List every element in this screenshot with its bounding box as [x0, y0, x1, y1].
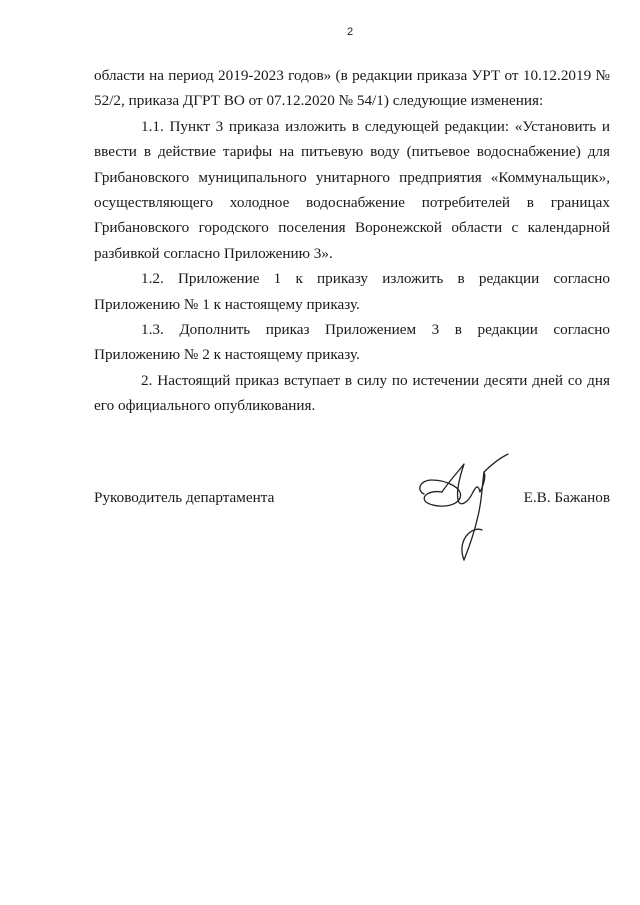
page-number: 2 — [346, 26, 354, 38]
paragraph-intro: области на период 2019-2023 годов» (в редакции приказа УРТ от 10.12.2019 № 52/2, приказа ДГРТ ВО от 07.12.2020 № 54/1) следующие изменения: — [94, 67, 610, 110]
handwritten-signature — [412, 450, 522, 575]
paragraph-1-2: 1.2. Приложение 1 к приказу изложить в редакции согласно Приложению № 1 к настоящему приказу. — [94, 270, 610, 313]
document-body — [94, 63, 610, 419]
signer-position: Руководитель департамента — [94, 489, 275, 506]
paragraph-1-1: 1.1. Пункт 3 приказа изложить в следующей редакции: «Установить и ввести в действие тарифы на питьевую воду (питьевое водоснабжение) для Грибановского муниципального унитарного предприятия «Коммунальщик», осуществляющего холодное водоснабжение потребителей в границах Грибановского городского поселения Воронежской области с календарной разбивкой согласно Приложению 3». — [94, 117, 610, 262]
signer-name: Е.В. Бажанов — [523, 489, 610, 506]
paragraph-2: 2. Настоящий приказ вступает в силу по истечении десяти дней со дня его официального опубликования. — [94, 371, 610, 415]
paragraph-1-3: 1.3. Дополнить приказ Приложением 3 в редакции согласно Приложению № 2 к настоящему приказу. — [94, 321, 610, 364]
signature-block — [94, 450, 610, 580]
